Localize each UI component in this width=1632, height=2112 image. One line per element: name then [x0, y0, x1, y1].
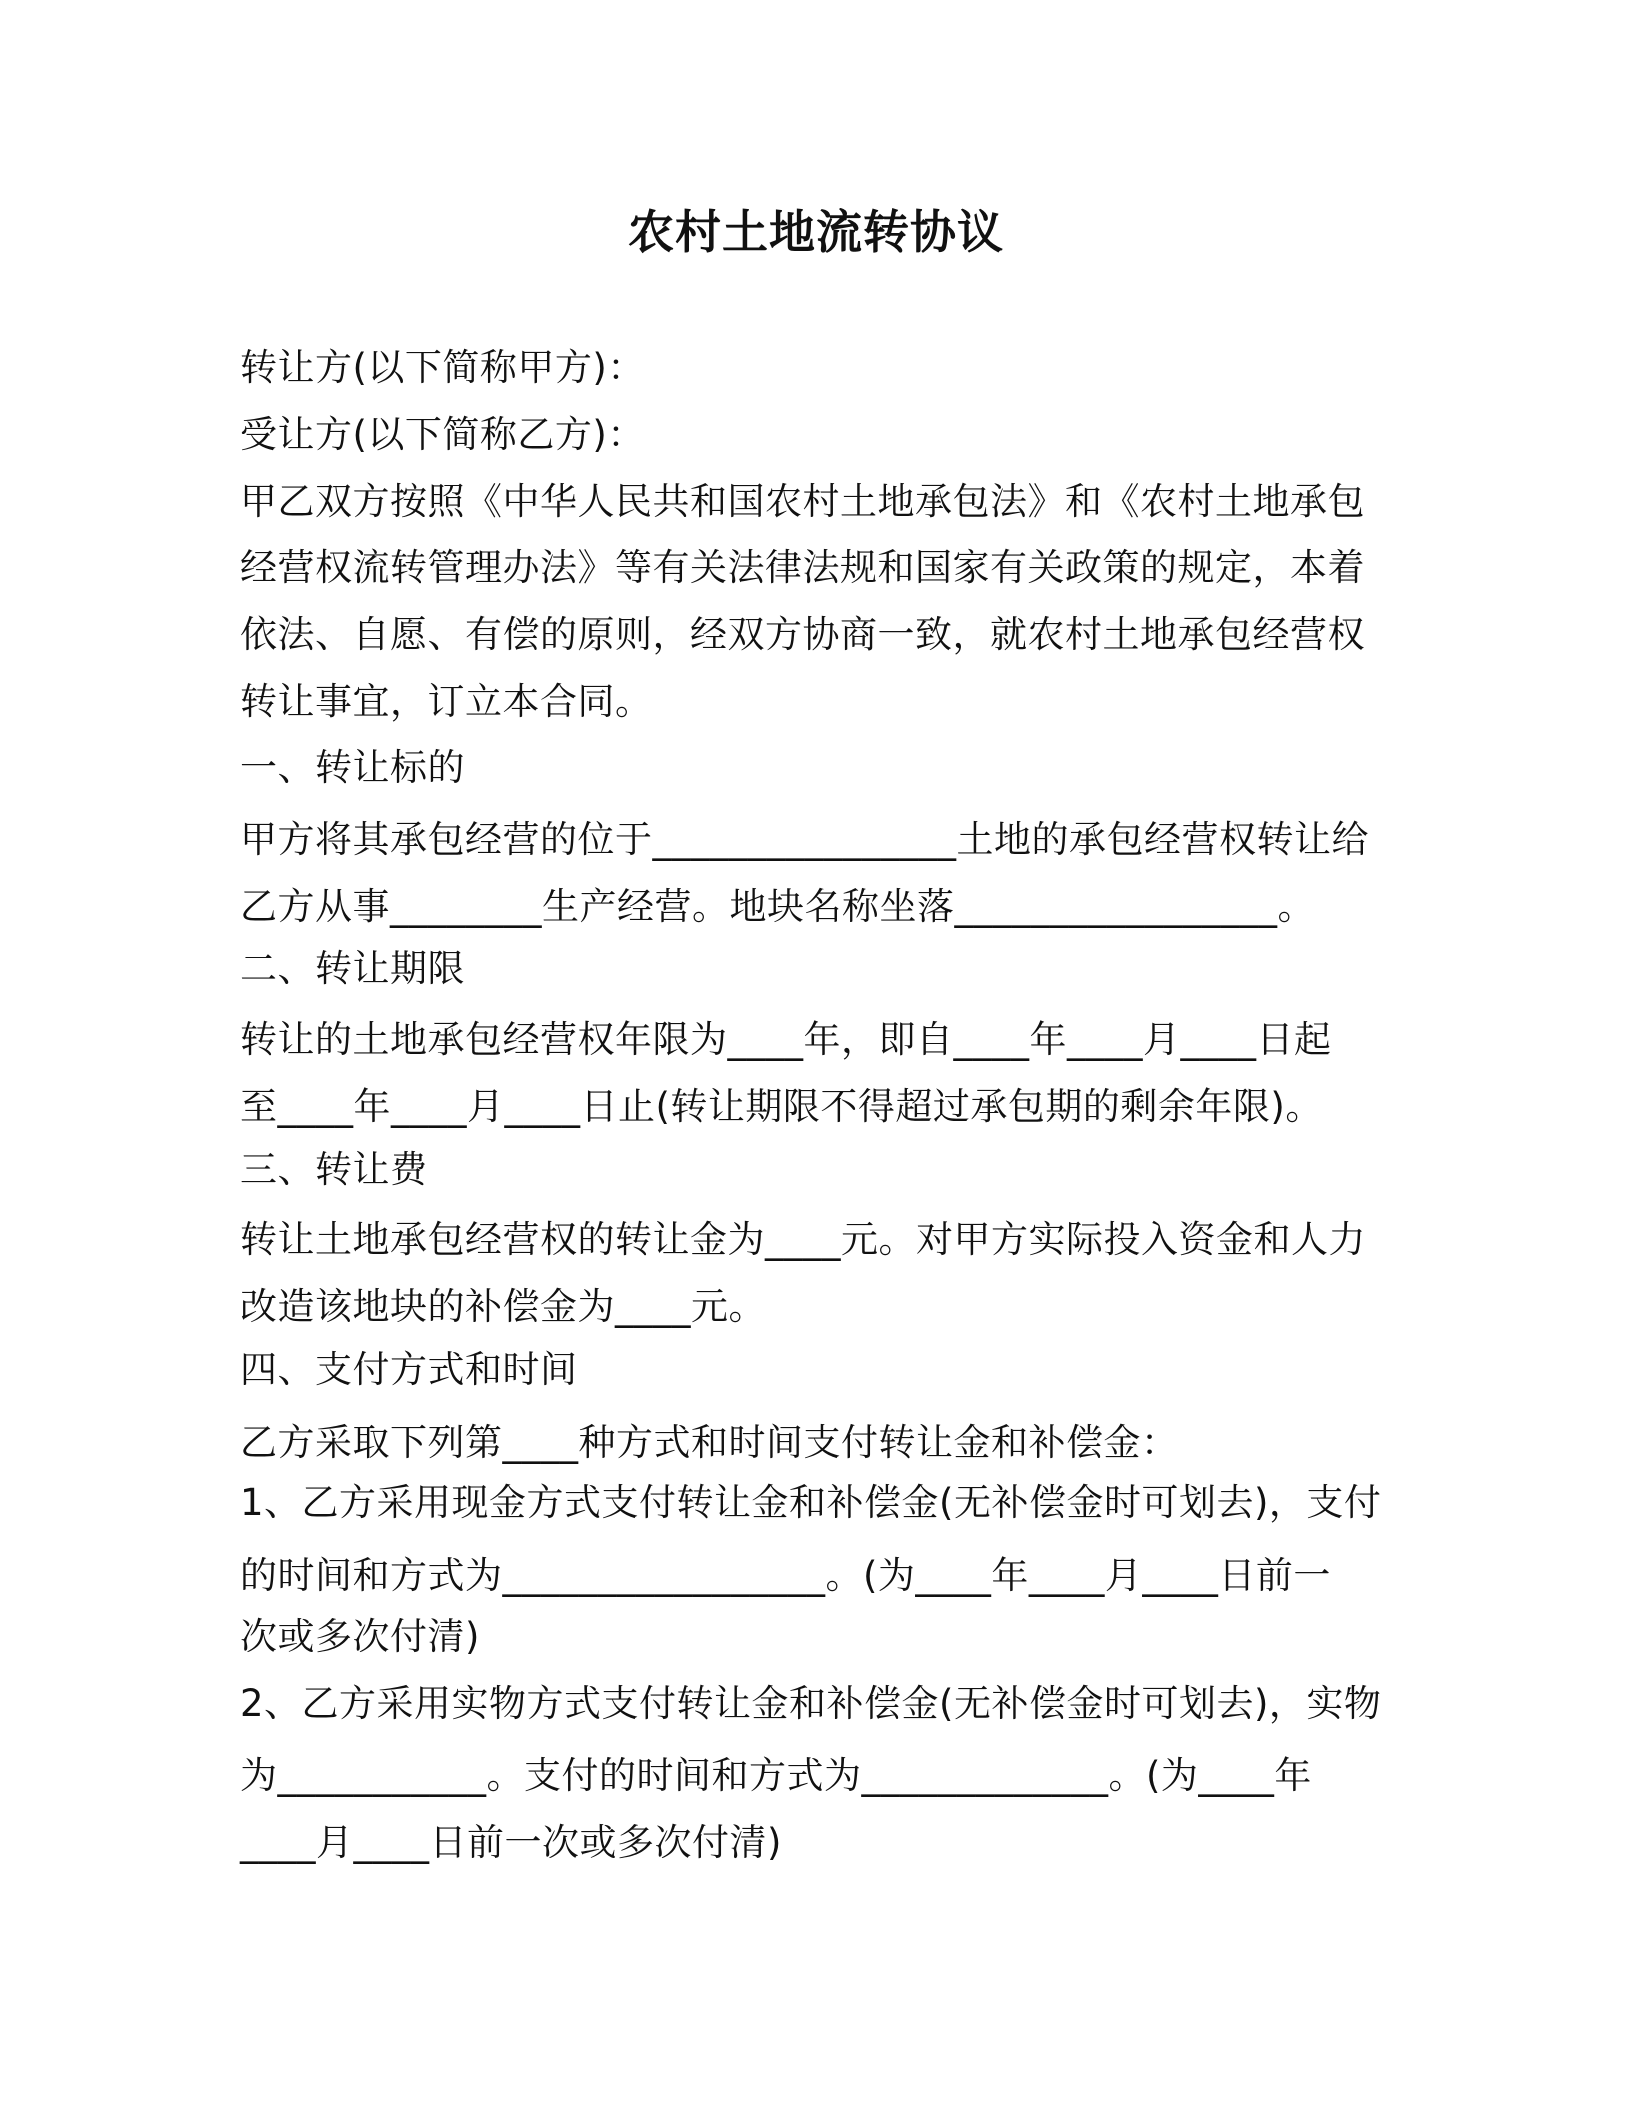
- payment-option-1-line-1: 1、乙方采用现金方式支付转让金和补偿金(无补偿金时可划去)，支付: [240, 1481, 1382, 1524]
- section-3-line-2: 改造该地块的补偿金为____元。: [240, 1285, 766, 1328]
- section-3-line-1: 转让土地承包经营权的转让金为____元。对甲方实际投入资金和人力: [240, 1218, 1366, 1261]
- party-b-line: 受让方(以下简称乙方)：: [240, 413, 645, 456]
- payment-option-2-line-3: ____月____日前一次或多次付清): [240, 1821, 782, 1864]
- section-1-line-2: 乙方从事________生产经营。地块名称坐落_________________。: [240, 885, 1315, 928]
- preamble-line-2: 经营权流转管理办法》等有关法律法规和国家有关政策的规定，本着: [240, 546, 1365, 589]
- payment-option-1-line-2: 的时间和方式为_________________。(为____年____月____日前一: [240, 1554, 1331, 1597]
- payment-option-1-line-3: 次或多次付清): [240, 1615, 480, 1658]
- section-2-line-1: 转让的土地承包经营权年限为____年，即自____年____月____日起: [240, 1018, 1332, 1061]
- preamble-line-1: 甲乙双方按照《中华人民共和国农村土地承包法》和《农村土地承包: [240, 480, 1365, 523]
- section-heading-4: 四、支付方式和时间: [240, 1348, 578, 1391]
- document-title: 农村土地流转协议: [628, 205, 1004, 259]
- payment-option-2-line-2: 为___________。支付的时间和方式为_____________。(为____年: [240, 1754, 1312, 1797]
- section-heading-2: 二、转让期限: [240, 947, 465, 990]
- section-heading-1: 一、转让标的: [240, 746, 465, 789]
- party-a-line: 转让方(以下简称甲方)：: [240, 346, 645, 389]
- section-2-line-2: 至____年____月____日止(转让期限不得超过承包期的剩余年限)。: [240, 1085, 1323, 1128]
- preamble-line-4: 转让事宜，订立本合同。: [240, 680, 653, 723]
- payment-option-2-line-1: 2、乙方采用实物方式支付转让金和补偿金(无补偿金时可划去)，实物: [240, 1682, 1382, 1725]
- section-4-line-1: 乙方采取下列第____种方式和时间支付转让金和补偿金：: [240, 1421, 1179, 1464]
- section-heading-3: 三、转让费: [240, 1148, 428, 1191]
- section-1-line-1: 甲方将其承包经营的位于________________土地的承包经营权转让给: [240, 818, 1369, 861]
- preamble-line-3: 依法、自愿、有偿的原则，经双方协商一致，就农村土地承包经营权: [240, 613, 1365, 656]
